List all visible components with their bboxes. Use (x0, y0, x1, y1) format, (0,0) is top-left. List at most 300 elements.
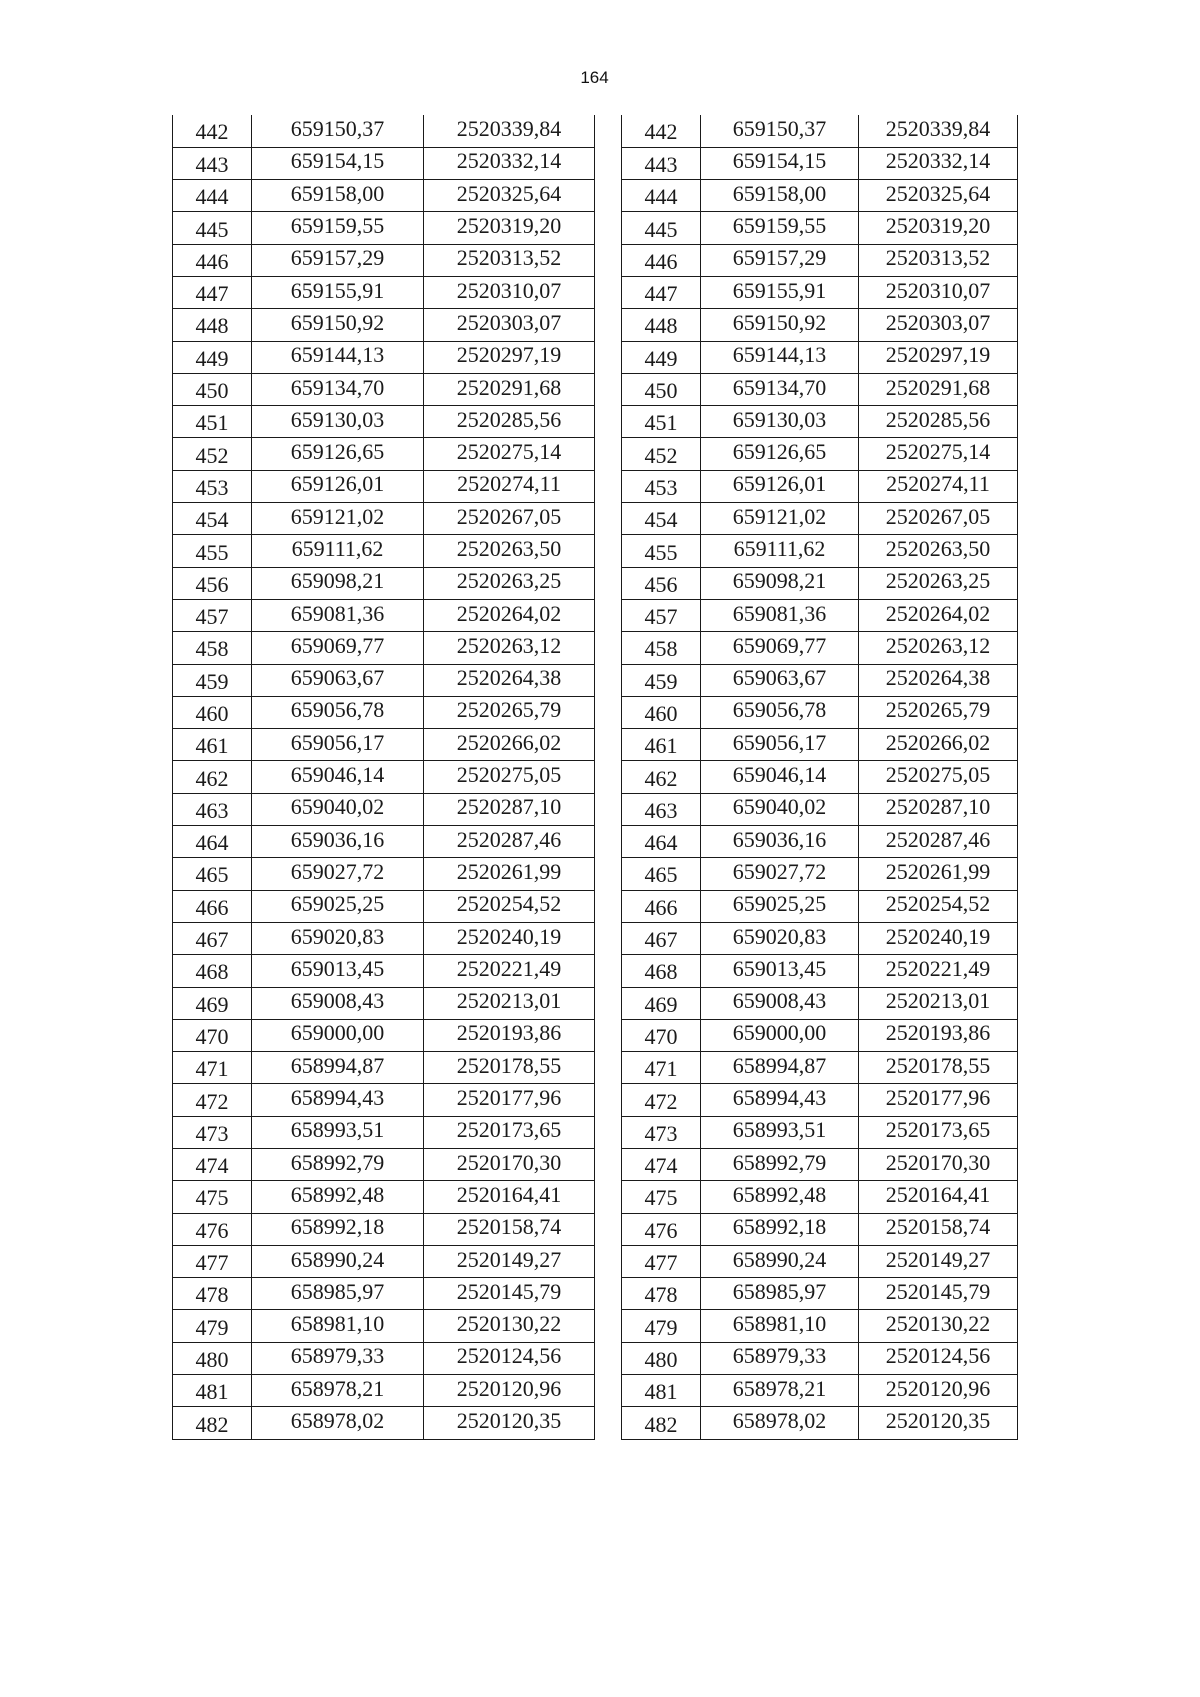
coordinate-x-cell: 658992,79 (252, 1149, 424, 1181)
table-row (622, 115, 1018, 147)
coordinate-x-cell: 658994,87 (252, 1052, 424, 1084)
coordinate-y-cell: 2520164,41 (859, 1181, 1018, 1213)
point-number-cell: 462 (622, 761, 701, 793)
coordinate-y-cell: 2520254,52 (424, 890, 595, 922)
coordinate-x-cell: 659000,00 (252, 1019, 424, 1051)
coordinate-y-cell: 2520310,07 (424, 276, 595, 308)
coordinate-x-cell: 659020,83 (701, 922, 859, 954)
table-row (622, 1310, 1018, 1342)
coordinate-y-cell: 2520254,52 (859, 890, 1018, 922)
point-number-cell: 442 (622, 115, 701, 147)
table-row (622, 309, 1018, 341)
coordinate-y-cell: 2520149,27 (859, 1245, 1018, 1277)
table-row (173, 1407, 595, 1439)
coordinate-x-cell: 659040,02 (701, 793, 859, 825)
coordinate-y-cell: 2520263,12 (424, 632, 595, 664)
table-row (173, 793, 595, 825)
coordinate-x-cell: 659130,03 (252, 406, 424, 438)
coordinate-y-cell: 2520158,74 (424, 1213, 595, 1245)
coordinate-x-cell: 659134,70 (252, 373, 424, 405)
table-row (173, 341, 595, 373)
table-row (173, 761, 595, 793)
table-row (622, 1278, 1018, 1310)
coordinate-y-cell: 2520297,19 (424, 341, 595, 373)
table-row (622, 147, 1018, 179)
table-row (173, 632, 595, 664)
coordinate-x-cell: 659155,91 (701, 276, 859, 308)
table-row (622, 632, 1018, 664)
table-row (622, 987, 1018, 1019)
coordinate-y-cell: 2520263,50 (424, 535, 595, 567)
coordinate-x-cell: 659098,21 (701, 567, 859, 599)
coordinate-x-cell: 658994,43 (701, 1084, 859, 1116)
coordinate-x-cell: 659158,00 (701, 180, 859, 212)
coordinate-x-cell: 659144,13 (252, 341, 424, 373)
point-number-cell: 482 (173, 1407, 252, 1439)
table-row (173, 890, 595, 922)
point-number-cell: 461 (173, 729, 252, 761)
table-row (622, 890, 1018, 922)
point-number-cell: 460 (173, 696, 252, 728)
table-row (622, 761, 1018, 793)
point-number-cell: 458 (622, 632, 701, 664)
coordinate-y-cell: 2520325,64 (859, 180, 1018, 212)
point-number-cell: 457 (622, 599, 701, 631)
point-number-cell: 447 (173, 276, 252, 308)
point-number-cell: 444 (173, 180, 252, 212)
coordinate-x-cell: 658992,18 (701, 1213, 859, 1245)
table-row (173, 1375, 595, 1407)
coordinate-x-cell: 659111,62 (701, 535, 859, 567)
point-number-cell: 456 (173, 567, 252, 599)
coordinate-x-cell: 659150,92 (701, 309, 859, 341)
table-row (622, 212, 1018, 244)
point-number-cell: 448 (173, 309, 252, 341)
point-number-cell: 467 (622, 922, 701, 954)
coordinate-x-cell: 658978,21 (701, 1375, 859, 1407)
point-number-cell: 458 (173, 632, 252, 664)
coordinate-x-cell: 659121,02 (701, 503, 859, 535)
point-number-cell: 446 (173, 244, 252, 276)
coordinate-y-cell: 2520170,30 (424, 1149, 595, 1181)
coordinate-x-cell: 659056,78 (701, 696, 859, 728)
table-row (173, 826, 595, 858)
coordinate-y-cell: 2520285,56 (859, 406, 1018, 438)
table-row (173, 147, 595, 179)
table-row (173, 1084, 595, 1116)
coordinate-x-cell: 659069,77 (701, 632, 859, 664)
coordinate-x-cell: 659154,15 (701, 147, 859, 179)
coordinate-y-cell: 2520267,05 (859, 503, 1018, 535)
point-number-cell: 464 (622, 826, 701, 858)
coordinate-x-cell: 659008,43 (701, 987, 859, 1019)
coordinate-y-cell: 2520263,25 (859, 567, 1018, 599)
coordinate-y-cell: 2520193,86 (859, 1019, 1018, 1051)
table-row (622, 955, 1018, 987)
table-row (173, 1245, 595, 1277)
point-number-cell: 472 (173, 1084, 252, 1116)
coordinate-x-cell: 659046,14 (701, 761, 859, 793)
table-row (622, 1052, 1018, 1084)
table-row (173, 696, 595, 728)
coordinate-x-cell: 658978,21 (252, 1375, 424, 1407)
coordinate-x-cell: 659013,45 (252, 955, 424, 987)
table-row (173, 1149, 595, 1181)
table-row (622, 1019, 1018, 1051)
coordinate-x-cell: 658992,18 (252, 1213, 424, 1245)
coordinate-y-cell: 2520266,02 (859, 729, 1018, 761)
coordinate-y-cell: 2520264,02 (424, 599, 595, 631)
table-row (173, 567, 595, 599)
table-row (173, 1310, 595, 1342)
point-number-cell: 450 (173, 373, 252, 405)
point-number-cell: 479 (622, 1310, 701, 1342)
point-number-cell: 469 (173, 987, 252, 1019)
coordinate-x-cell: 659155,91 (252, 276, 424, 308)
coordinate-y-cell: 2520213,01 (859, 987, 1018, 1019)
point-number-cell: 447 (622, 276, 701, 308)
coordinate-y-cell: 2520173,65 (424, 1116, 595, 1148)
table-row (173, 858, 595, 890)
point-number-cell: 481 (622, 1375, 701, 1407)
point-number-cell: 473 (622, 1116, 701, 1148)
coordinate-y-cell: 2520130,22 (424, 1310, 595, 1342)
table-row (622, 664, 1018, 696)
coordinate-x-cell: 659130,03 (701, 406, 859, 438)
coordinate-x-cell: 659069,77 (252, 632, 424, 664)
point-number-cell: 476 (622, 1213, 701, 1245)
table-row (622, 503, 1018, 535)
coordinate-x-cell: 658978,02 (252, 1407, 424, 1439)
coordinate-x-cell: 659020,83 (252, 922, 424, 954)
table-row (622, 373, 1018, 405)
point-number-cell: 457 (173, 599, 252, 631)
coordinate-y-cell: 2520266,02 (424, 729, 595, 761)
point-number-cell: 444 (622, 180, 701, 212)
coordinate-y-cell: 2520287,10 (859, 793, 1018, 825)
coordinate-y-cell: 2520285,56 (424, 406, 595, 438)
coordinate-y-cell: 2520261,99 (859, 858, 1018, 890)
point-number-cell: 468 (173, 955, 252, 987)
table-row (622, 858, 1018, 890)
point-number-cell: 463 (173, 793, 252, 825)
coordinate-x-cell: 659063,67 (701, 664, 859, 696)
coordinate-y-cell: 2520263,50 (859, 535, 1018, 567)
table-row (173, 470, 595, 502)
coordinate-x-cell: 659000,00 (701, 1019, 859, 1051)
point-number-cell: 474 (622, 1149, 701, 1181)
coordinate-x-cell: 658981,10 (701, 1310, 859, 1342)
coordinate-y-cell: 2520263,12 (859, 632, 1018, 664)
coordinate-y-cell: 2520124,56 (859, 1342, 1018, 1374)
coordinate-x-cell: 659154,15 (252, 147, 424, 179)
point-number-cell: 453 (173, 470, 252, 502)
coordinate-x-cell: 659126,65 (252, 438, 424, 470)
coordinate-y-cell: 2520274,11 (859, 470, 1018, 502)
point-number-cell: 472 (622, 1084, 701, 1116)
table-row (173, 922, 595, 954)
table-row (622, 244, 1018, 276)
coordinate-x-cell: 659036,16 (252, 826, 424, 858)
coordinate-y-cell: 2520291,68 (859, 373, 1018, 405)
coordinate-y-cell: 2520177,96 (424, 1084, 595, 1116)
table-row (622, 826, 1018, 858)
table-row (173, 535, 595, 567)
point-number-cell: 466 (173, 890, 252, 922)
coordinate-y-cell: 2520313,52 (424, 244, 595, 276)
point-number-cell: 443 (622, 147, 701, 179)
point-number-cell: 478 (622, 1278, 701, 1310)
coordinate-x-cell: 659056,17 (252, 729, 424, 761)
coordinate-y-cell: 2520303,07 (424, 309, 595, 341)
table-row (622, 696, 1018, 728)
coordinate-y-cell: 2520130,22 (859, 1310, 1018, 1342)
table-row (173, 955, 595, 987)
coordinate-y-cell: 2520264,38 (859, 664, 1018, 696)
coordinate-y-cell: 2520177,96 (859, 1084, 1018, 1116)
table-row (173, 373, 595, 405)
coordinate-y-cell: 2520310,07 (859, 276, 1018, 308)
table-row (173, 309, 595, 341)
coordinate-y-cell: 2520221,49 (424, 955, 595, 987)
point-number-cell: 452 (173, 438, 252, 470)
table-row (622, 922, 1018, 954)
point-number-cell: 452 (622, 438, 701, 470)
table-row (173, 244, 595, 276)
coordinate-x-cell: 658979,33 (252, 1342, 424, 1374)
coordinate-x-cell: 658992,48 (701, 1181, 859, 1213)
coordinate-y-cell: 2520178,55 (859, 1052, 1018, 1084)
point-number-cell: 471 (173, 1052, 252, 1084)
coordinate-x-cell: 659150,92 (252, 309, 424, 341)
table-row (173, 729, 595, 761)
coordinate-y-cell: 2520240,19 (859, 922, 1018, 954)
point-number-cell: 451 (622, 406, 701, 438)
coordinate-y-cell: 2520267,05 (424, 503, 595, 535)
coordinate-x-cell: 658981,10 (252, 1310, 424, 1342)
coordinates-table-right (621, 115, 1018, 1440)
coordinate-x-cell: 658994,43 (252, 1084, 424, 1116)
coordinate-y-cell: 2520275,05 (424, 761, 595, 793)
table-row (173, 115, 595, 147)
table-row (173, 276, 595, 308)
point-number-cell: 464 (173, 826, 252, 858)
coordinate-x-cell: 659157,29 (252, 244, 424, 276)
table-row (173, 1181, 595, 1213)
point-number-cell: 477 (173, 1245, 252, 1277)
coordinate-x-cell: 659025,25 (252, 890, 424, 922)
coordinate-x-cell: 658993,51 (701, 1116, 859, 1148)
table-row (173, 438, 595, 470)
coordinate-x-cell: 658990,24 (701, 1245, 859, 1277)
coordinate-x-cell: 658979,33 (701, 1342, 859, 1374)
coordinate-x-cell: 659126,01 (252, 470, 424, 502)
point-number-cell: 453 (622, 470, 701, 502)
table-row (622, 180, 1018, 212)
coordinate-y-cell: 2520173,65 (859, 1116, 1018, 1148)
point-number-cell: 465 (622, 858, 701, 890)
table-row (173, 212, 595, 244)
coordinate-y-cell: 2520261,99 (424, 858, 595, 890)
table-body (173, 115, 595, 1439)
table-row (173, 987, 595, 1019)
coordinate-y-cell: 2520158,74 (859, 1213, 1018, 1245)
table-row (173, 1342, 595, 1374)
coordinate-y-cell: 2520120,96 (424, 1375, 595, 1407)
point-number-cell: 461 (622, 729, 701, 761)
coordinate-x-cell: 659126,65 (701, 438, 859, 470)
table-row (173, 406, 595, 438)
point-number-cell: 462 (173, 761, 252, 793)
coordinate-y-cell: 2520332,14 (859, 147, 1018, 179)
table-row (622, 599, 1018, 631)
coordinate-x-cell: 659098,21 (252, 567, 424, 599)
coordinate-y-cell: 2520303,07 (859, 309, 1018, 341)
point-number-cell: 481 (173, 1375, 252, 1407)
coordinate-y-cell: 2520297,19 (859, 341, 1018, 373)
coordinate-x-cell: 659046,14 (252, 761, 424, 793)
point-number-cell: 475 (622, 1181, 701, 1213)
coordinate-y-cell: 2520291,68 (424, 373, 595, 405)
coordinate-y-cell: 2520221,49 (859, 955, 1018, 987)
coordinate-y-cell: 2520120,35 (859, 1407, 1018, 1439)
point-number-cell: 456 (622, 567, 701, 599)
coordinate-x-cell: 659144,13 (701, 341, 859, 373)
table-row (622, 1213, 1018, 1245)
point-number-cell: 449 (173, 341, 252, 373)
table-row (622, 276, 1018, 308)
coordinate-x-cell: 659025,25 (701, 890, 859, 922)
table-row (622, 1116, 1018, 1148)
point-number-cell: 474 (173, 1149, 252, 1181)
coordinate-y-cell: 2520319,20 (859, 212, 1018, 244)
point-number-cell: 476 (173, 1213, 252, 1245)
point-number-cell: 480 (622, 1342, 701, 1374)
point-number-cell: 470 (173, 1019, 252, 1051)
point-number-cell: 460 (622, 696, 701, 728)
table-row (622, 406, 1018, 438)
coordinate-y-cell: 2520124,56 (424, 1342, 595, 1374)
point-number-cell: 455 (622, 535, 701, 567)
coordinate-y-cell: 2520240,19 (424, 922, 595, 954)
point-number-cell: 470 (622, 1019, 701, 1051)
table-row (622, 729, 1018, 761)
point-number-cell: 445 (173, 212, 252, 244)
point-number-cell: 477 (622, 1245, 701, 1277)
coordinates-table-left (172, 115, 595, 1440)
point-number-cell: 445 (622, 212, 701, 244)
table-row (173, 1052, 595, 1084)
table-row (173, 180, 595, 212)
coordinate-x-cell: 659063,67 (252, 664, 424, 696)
table-row (622, 535, 1018, 567)
coordinate-x-cell: 659134,70 (701, 373, 859, 405)
point-number-cell: 446 (622, 244, 701, 276)
coordinate-y-cell: 2520265,79 (424, 696, 595, 728)
coordinate-x-cell: 659126,01 (701, 470, 859, 502)
point-number-cell: 478 (173, 1278, 252, 1310)
coordinate-x-cell: 659159,55 (252, 212, 424, 244)
coordinate-y-cell: 2520120,96 (859, 1375, 1018, 1407)
coordinate-x-cell: 658994,87 (701, 1052, 859, 1084)
table-row (173, 664, 595, 696)
coordinate-y-cell: 2520264,02 (859, 599, 1018, 631)
coordinate-y-cell: 2520287,46 (424, 826, 595, 858)
table-row (622, 1149, 1018, 1181)
point-number-cell: 454 (622, 503, 701, 535)
coordinate-y-cell: 2520339,84 (859, 115, 1018, 147)
coordinate-x-cell: 658992,79 (701, 1149, 859, 1181)
coordinate-x-cell: 659013,45 (701, 955, 859, 987)
table-row (622, 1407, 1018, 1439)
point-number-cell: 454 (173, 503, 252, 535)
coordinate-x-cell: 659157,29 (701, 244, 859, 276)
coordinate-y-cell: 2520164,41 (424, 1181, 595, 1213)
table-body (622, 115, 1018, 1439)
coordinate-x-cell: 659027,72 (701, 858, 859, 890)
coordinate-x-cell: 658990,24 (252, 1245, 424, 1277)
coordinate-y-cell: 2520178,55 (424, 1052, 595, 1084)
coordinate-x-cell: 659056,17 (701, 729, 859, 761)
coordinate-x-cell: 658985,97 (252, 1278, 424, 1310)
coordinate-y-cell: 2520319,20 (424, 212, 595, 244)
coordinate-x-cell: 659159,55 (701, 212, 859, 244)
point-number-cell: 469 (622, 987, 701, 1019)
coordinate-x-cell: 659150,37 (252, 115, 424, 147)
table-row (622, 470, 1018, 502)
point-number-cell: 449 (622, 341, 701, 373)
coordinate-x-cell: 659081,36 (701, 599, 859, 631)
coordinate-y-cell: 2520274,11 (424, 470, 595, 502)
coordinate-y-cell: 2520264,38 (424, 664, 595, 696)
point-number-cell: 471 (622, 1052, 701, 1084)
table-row (173, 1213, 595, 1245)
point-number-cell: 463 (622, 793, 701, 825)
point-number-cell: 459 (173, 664, 252, 696)
table-row (622, 1375, 1018, 1407)
coordinate-x-cell: 659056,78 (252, 696, 424, 728)
point-number-cell: 467 (173, 922, 252, 954)
point-number-cell: 468 (622, 955, 701, 987)
point-number-cell: 459 (622, 664, 701, 696)
point-number-cell: 465 (173, 858, 252, 890)
coordinate-x-cell: 659121,02 (252, 503, 424, 535)
point-number-cell: 473 (173, 1116, 252, 1148)
point-number-cell: 455 (173, 535, 252, 567)
coordinate-x-cell: 659150,37 (701, 115, 859, 147)
point-number-cell: 482 (622, 1407, 701, 1439)
table-row (173, 503, 595, 535)
coordinate-y-cell: 2520275,05 (859, 761, 1018, 793)
coordinate-y-cell: 2520287,10 (424, 793, 595, 825)
table-row (622, 341, 1018, 373)
coordinate-y-cell: 2520193,86 (424, 1019, 595, 1051)
table-row (173, 1278, 595, 1310)
coordinate-y-cell: 2520275,14 (859, 438, 1018, 470)
coordinate-x-cell: 659036,16 (701, 826, 859, 858)
point-number-cell: 451 (173, 406, 252, 438)
table-row (622, 438, 1018, 470)
coordinate-y-cell: 2520275,14 (424, 438, 595, 470)
table-row (622, 1084, 1018, 1116)
point-number-cell: 480 (173, 1342, 252, 1374)
coordinate-x-cell: 659027,72 (252, 858, 424, 890)
point-number-cell: 475 (173, 1181, 252, 1213)
coordinate-y-cell: 2520325,64 (424, 180, 595, 212)
page-number: 164 (580, 68, 609, 87)
coordinate-y-cell: 2520339,84 (424, 115, 595, 147)
coordinate-x-cell: 659008,43 (252, 987, 424, 1019)
